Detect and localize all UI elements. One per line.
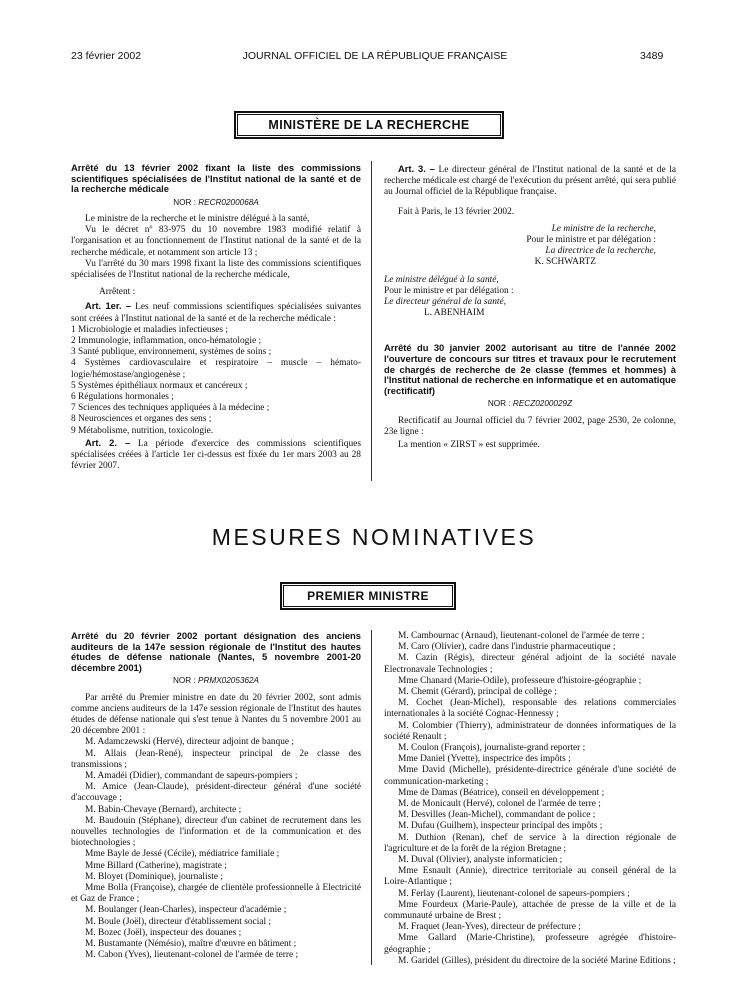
auditeur-item-left-10: Mme Bolla (Françoise), chargée de clientèle professionnelle à Electricité et Gaz de France ; xyxy=(71,883,361,905)
arrete3-left-list xyxy=(71,737,361,961)
commission-list-item-1: 1 Microbiologie et maladies infectieuses ; xyxy=(71,324,228,335)
auditeur-item-right-1: M. Cambournac (Arnaud), lieutenant-colonel de l'armée de terre ; xyxy=(398,631,645,641)
auditeur-item-right-22: M. Garidel (Gilles), président du directoire de la société Marine Editions ; xyxy=(398,955,676,966)
arrete1-fait: Fait à Paris, le 13 février 2002. xyxy=(398,206,515,217)
sig2-line4: L. ABENHAIM xyxy=(424,308,485,319)
auditeur-item-left-11: M. Boulanger (Jean-Charles), inspecteur d'académie ; xyxy=(85,905,287,916)
signature-block-1 xyxy=(384,224,676,269)
arrete1-column-right xyxy=(384,163,676,451)
auditeur-item-left-15: M. Cabon (Yves), lieutenant-colonel de l'armée de terre ; xyxy=(85,950,299,961)
arrete1-column-left xyxy=(71,163,361,472)
arrete1-nor: NOR : RECR0200068A xyxy=(173,197,259,207)
arrete3-column-left xyxy=(71,631,361,961)
sig1-line2: Pour le ministre et par délégation : xyxy=(526,235,656,246)
commission-list-item-9: 9 Métabolisme, nutrition, toxicologie. xyxy=(71,425,214,436)
auditeur-item-left-5: M. Babin-Chevaye (Bernard), architecte ; xyxy=(85,804,242,815)
commission-list-item-6: 6 Régulations hormonales ; xyxy=(71,392,174,403)
auditeur-item-left-6: M. Baudouin (Stéphane), directeur d'un cabinet de recrutement dans les nouvelles technologies de l'information et de la communication et des biotechnologies ; xyxy=(71,815,361,849)
auditeur-item-left-12: M. Boule (Joël), directeur d'établissement social ; xyxy=(85,916,272,927)
sig2-line2: Pour le ministre et par délégation : xyxy=(384,285,514,296)
arrete1-p3: Vu l'arrêté du 30 mars 1998 fixant la liste des commissions scientifiques spécialisées de l'Institut national de la recherche médicale, xyxy=(71,258,361,280)
auditeur-item-right-8: M. Coulon (François), journaliste-grand reporter ; xyxy=(398,743,586,754)
auditeur-item-right-12: M. de Monicault (Hervé), colonel de l'armée de terre ; xyxy=(398,799,601,810)
sig2-line1: Le ministre délégué à la santé, xyxy=(384,274,499,285)
section-box-premier-ministre xyxy=(280,582,456,610)
auditeur-item-right-20: M. Fraquet (Jean-Yves), directeur de préfecture ; xyxy=(398,922,581,933)
commission-list-item-8: 8 Neurosciences et organes des sens ; xyxy=(71,414,212,425)
auditeur-item-left-8: Mme Billard (Catherine), magistrate ; xyxy=(85,860,227,871)
arrete3-intro: Par arrêté du Premier ministre en date du 20 février 2002, sont admis comme anciens auditeurs de la 147e session régionale de l'Institut des hautes études de défense nationale qui s'est tenue à Nantes du 5 novembre 2001 au 20 décembre 2001 : xyxy=(71,692,361,737)
arrete1-list xyxy=(71,325,361,437)
auditeur-item-right-4: Mme Chanard (Marie-Odile), professeure d'histoire-géographie ; xyxy=(398,675,642,686)
auditeur-item-right-13: M. Desvilles (Jean-Michel), commandant de police ; xyxy=(398,810,596,821)
commission-list-item-5: 5 Systèmes épithéliaux normaux et cancéreux ; xyxy=(71,380,248,391)
header-page-number: 3489 xyxy=(640,50,664,62)
sig1-line1: Le ministre de la recherche, xyxy=(551,223,656,234)
auditeur-item-right-14: M. Dufau (Guilhem), inspecteur principal des impôts ; xyxy=(398,821,603,832)
arrete2-nor: NOR : RECZ0200029Z xyxy=(487,399,573,409)
sig1-line4: K. SCHWARTZ xyxy=(534,257,596,268)
ministere-title: MINISTÈRE DE LA RECHERCHE xyxy=(237,114,501,136)
premier-ministre-title: PREMIER MINISTRE xyxy=(283,585,453,607)
auditeur-item-right-3: M. Cazin (Régis), directeur général adjoint de la société navale Electronavale Technologies ; xyxy=(384,653,676,675)
arrete1-p1: Le ministre de la recherche et le ministre délégué à la santé, xyxy=(85,213,310,224)
section-box-ministere xyxy=(234,111,504,139)
auditeur-item-right-6: M. Cochet (Jean-Michel), responsable des relations commerciales internationales à la société Cognac-Hennessy ; xyxy=(384,698,676,720)
arrete3-title: Arrêté du 20 février 2002 portant désignation des anciens auditeurs de la 147e session régionale de l'Institut des hautes études de défense nationale (Nantes, 5 novembre 2001-20 décembre 2001) xyxy=(71,630,361,673)
auditeur-item-left-7: Mme Bayle de Jessé (Cécile), médiatrice familiale ; xyxy=(85,849,280,860)
auditeur-item-right-10: Mme David (Michelle), présidente-directrice générale d'une société de communication-marketing ; xyxy=(384,765,676,787)
auditeur-item-right-11: Mme de Damas (Béatrice), conseil en développement ; xyxy=(398,787,605,798)
auditeur-item-left-13: M. Bozec (Joël), inspecteur des douanes ; xyxy=(85,927,242,938)
auditeur-item-left-3: M. Amadéi (Didier), commandant de sapeurs-pompiers ; xyxy=(85,771,298,781)
commission-list-item-2: 2 Immunologie, inflammation, onco-hématologie ; xyxy=(71,336,262,347)
sig2-line3: Le directeur général de la santé, xyxy=(384,297,507,308)
auditeur-item-right-17: Mme Esnault (Annie), directrice territoriale au conseil général de la Loire-Atlantique ; xyxy=(384,866,676,888)
arrete2-p2: La mention « ZIRST » est supprimée. xyxy=(398,440,540,451)
commission-list-item-4: 4 Systèmes cardiovasculaire et respiratoire – muscle – hémato-logie/hémostase/angiogenèse ; xyxy=(71,358,361,380)
auditeur-item-right-18: M. Ferlay (Laurent), lieutenant-colonel de sapeurs-pompiers ; xyxy=(398,888,630,899)
arrete2-p1: Rectificatif au Journal officiel du 7 février 2002, page 2530, 2e colonne, 23e ligne : xyxy=(384,415,676,437)
auditeur-item-right-7: M. Colombier (Thierry), administrateur de données informatiques de la société Renault ; xyxy=(384,720,676,742)
auditeur-item-right-16: M. Duval (Olivier), analyste informaticien ; xyxy=(398,855,563,866)
column-divider-lower xyxy=(371,630,372,965)
arrete3-column-right xyxy=(384,631,676,967)
auditeur-item-right-19: Mme Fourdeux (Marie-Paule), attachée de presse de la ville et de la communauté urbaine de Brest ; xyxy=(384,899,676,922)
arrete3-right-list xyxy=(384,631,676,967)
mesures-nominatives-heading: MESURES NOMINATIVES xyxy=(211,524,537,550)
arrete1-art3: Art. 3. – Le directeur général de l'Institut national de la santé et de la recherche médicale est chargé de l'exécution du présent arrêté, qui sera publié au Journal officiel de la République française. xyxy=(384,163,677,198)
arrete1-arretent: Arrêtent : xyxy=(99,287,136,298)
arrete1-p2: Vu le décret nº 83-975 du 10 novembre 1983 modifié relatif à l'organisation et au fonctionnement de l'Institut national de la santé et de la recherche médicale, et notamment son article 13 ; xyxy=(71,225,361,258)
commission-list-item-3: 3 Santé publique, environnement, systèmes de soins ; xyxy=(71,347,272,358)
arrete1-art2: Art. 2. – La période d'exercice des commissions scientifiques spécialisées créées à l'article 1er ci-dessus est fixée du 1er mars 2003 au 28 février 2007. xyxy=(71,436,361,472)
auditeur-item-right-21: Mme Gallard (Marie-Christine), professeure agrégée d'histoire-géographie ; xyxy=(384,933,676,955)
arrete1-title: Arrêté du 13 février 2002 fixant la liste des commissions scientifiques spécialisées de l'Institut national de la santé et de la recherche médicale xyxy=(71,162,361,195)
auditeur-item-right-5: M. Chemit (Gérard), principal de collège ; xyxy=(398,687,557,698)
auditeur-item-right-9: Mme Daniel (Yvette), inspectrice des impôts ; xyxy=(398,754,571,765)
auditeur-item-left-14: M. Bustamante (Némésio), maître d'œuvre en bâtiment ; xyxy=(85,939,297,950)
arrete1-art1: Art. 1er. – Les neuf commissions scientifiques spécialisées suivantes sont créées à l'Institut national de la santé et de la recherche médicale : xyxy=(71,300,362,324)
auditeur-item-right-15: M. Duthion (Renan), chef de service à la direction régionale de l'agriculture et de la forêt de la région Bretagne ; xyxy=(384,832,676,854)
commission-list-item-7: 7 Sciences des techniques appliquées à la médecine ; xyxy=(71,403,270,414)
header-date: 23 février 2002 xyxy=(71,50,142,62)
sig1-line3: La directrice de la recherche, xyxy=(545,246,656,257)
column-divider-upper xyxy=(371,161,372,481)
auditeur-item-right-2: M. Caro (Olivier), cadre dans l'industrie pharmaceutique ; xyxy=(398,642,616,653)
header-journal: JOURNAL OFFICIEL DE LA RÉPUBLIQUE FRANÇAISE xyxy=(242,50,508,62)
arrete3-nor: NOR : PRMX0205362A xyxy=(172,676,260,686)
auditeur-item-left-1: M. Adamczewski (Hervé), directeur adjoint de banque ; xyxy=(85,737,295,748)
auditeur-item-left-2: M. Allais (Jean-René), inspecteur principal de 2e classe des transmissions ; xyxy=(71,748,361,770)
arrete2-title: Arrêté du 30 janvier 2002 autorisant au titre de l'année 2002 l'ouverture de concours sur titres et travaux pour le recrutement de chargés de recherche de 2e classe (femmes et hommes) à l'Institut national de recherche en informatique et en automatique (rectificatif) xyxy=(384,342,676,396)
auditeur-item-left-4: M. Amice (Jean-Claude), président-directeur général d'une société d'accouvage ; xyxy=(71,782,361,804)
signature-block-2 xyxy=(384,275,676,320)
auditeur-item-left-9: M. Bloyet (Dominique), journaliste ; xyxy=(85,871,224,882)
